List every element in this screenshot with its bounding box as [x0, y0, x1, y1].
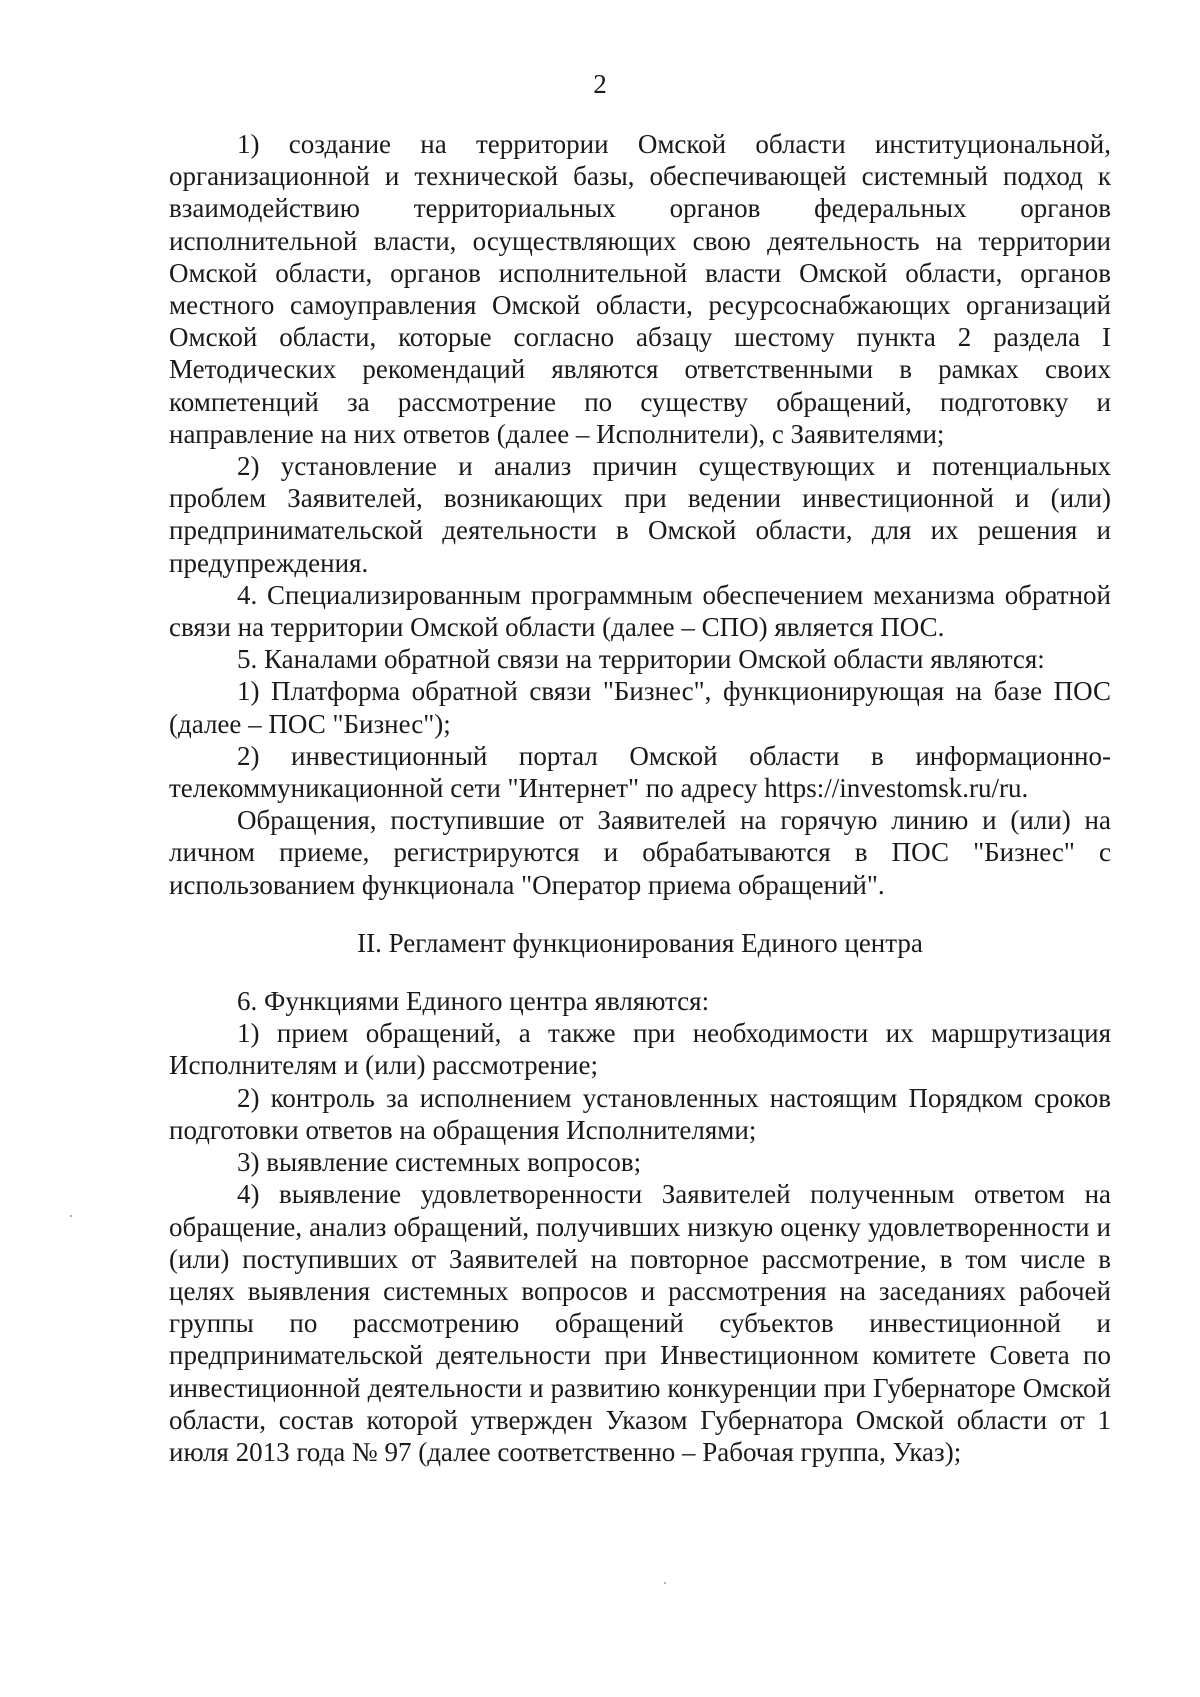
page-number: 2 — [593, 69, 607, 99]
paragraph-clause-5: 5. Каналами обратной связи на территории Омской области являются: — [237, 644, 1045, 675]
scan-speck — [70, 1215, 72, 1217]
paragraph-problem-analysis: 2) установление и анализ причин существующих и потенциальных проблем Заявителей, возникающих при ведении инвестиционной и (или) предпринимательской деятельности в Омской области, для их решения и предупреждения. — [169, 451, 1111, 578]
paragraph-function-1: 1) прием обращений, а также при необходимости их маршрутизация Исполнителям и (или) рассмотрение; — [169, 1018, 1111, 1081]
paragraph-function-2: 2) контроль за исполнением установленных настоящим Порядком сроков подготовки ответов на обращения Исполнителями; — [169, 1082, 1111, 1145]
section-heading: II. Регламент функционирования Единого центра — [357, 927, 923, 958]
paragraph-clause-6: 6. Функциями Единого центра являются: — [237, 986, 710, 1017]
paragraph-function-3: 3) выявление системных вопросов; — [237, 1147, 642, 1178]
paragraph-investment-portal: 2) инвестиционный портал Омской области в информационно-телекоммуникационной сети "Интернет" по адресу https://investomsk.ru/ru. — [169, 740, 1111, 804]
paragraph-appeals-registration: Обращения, поступившие от Заявителей на горячую линию и (или) на личном приеме, регистрируются и обрабатываются в ПОС "Бизнес" с использованием функционала "Оператор приема обращений". — [169, 805, 1111, 900]
document-body — [169, 128, 1111, 1468]
paragraph-creation-base: 1) создание на территории Омской области институциональной, организационной и технической базы, обеспечивающей системный подход к взаимодействию территориальных органов федеральных органов исполнительной власти, осуществляющих свою деятельность на территории Омской области, органов исполнительной власти Омской области, органов местного самоуправления Омской области, ресурсоснабжающих организаций Омской области, которые согласно абзацу шестому пункта 2 раздела I Методических рекомендаций являются ответственными в рамках своих компетенций за рассмотрение по существу обращений, подготовку и направление на них ответов (далее – Исполнители), с Заявителями; — [169, 129, 1111, 449]
paragraph-clause-4: 4. Специализированным программным обеспечением механизма обратной связи на территории Омской области (далее – СПО) является ПОС. — [169, 579, 1111, 643]
paragraph-pos-business: 1) Платформа обратной связи "Бизнес", функционирующая на базе ПОС (далее – ПОС "Бизнес"); — [169, 676, 1111, 739]
scan-speck — [664, 1582, 666, 1584]
paragraph-function-4: 4) выявление удовлетворенности Заявителей полученным ответом на обращение, анализ обращений, получивших низкую оценку удовлетворенности и (или) поступивших от Заявителей на повторное рассмотрение, в том числе в целях выявления системных вопросов и рассмотрения на заседаниях рабочей группы по рассмотрению обращений субъектов инвестиционной и предпринимательской деятельности при Инвестиционном комитете Совета по инвестиционной деятельности и развитию конкуренции при Губернаторе Омской области, состав которой утвержден Указом Губернатора Омской области от 1 июля 2013 года № 97 (далее соответственно – Рабочая группа, Указ); — [169, 1179, 1111, 1467]
